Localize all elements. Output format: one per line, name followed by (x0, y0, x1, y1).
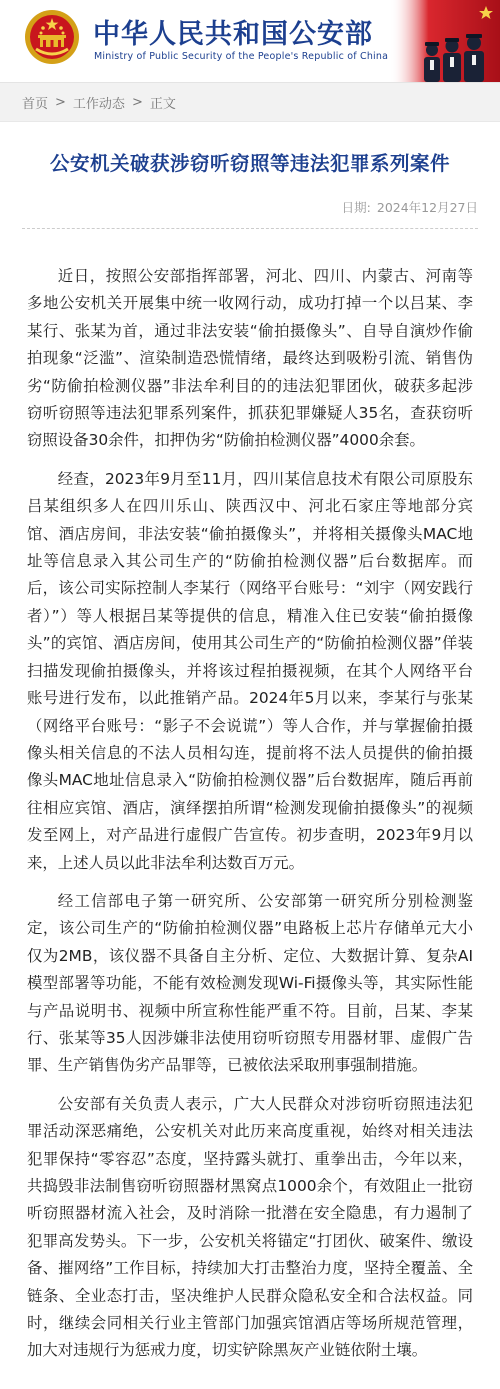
police-officers-icon (390, 0, 500, 82)
article-title: 公安机关破获涉窃听窃照等违法犯罪系列案件 (49, 152, 450, 175)
article-date: 2024年12月27日 (376, 200, 478, 215)
article-paragraph: 经工信部电子第一研究所、公安部第一研究所分别检测鉴定，该公司生产的“防偷拍检测仪器”电路板上芯片存储单元大小仅为2MB，该仪器不具备自主分析、定位、大数据计算、复杂AI模型部署等功能，不能有效检测发现Wi-Fi摄像头等，其实际性能与产品说明书、视频中所宣称性能严重不符。目前，吕某、李某行、张某等35人因涉嫌非法使用窃听窃照专用器材罪、虚假广告罪、生产销售伪劣产品罪等，已被依法采取刑事强制措施。 (27, 891, 473, 1075)
ministry-name-en: Ministry of Public Security of the People's Republic of China (94, 51, 389, 62)
article-paragraph: 经查，2023年9月至11月，四川某信息技术有限公司原股东吕某组织多人在四川乐山、陕西汉中、河北石家庄等地部分宾馆、酒店房间，非法安装“偷拍摄像头”，并将相关摄像头MAC地址等信息录入其公司生产的“防偷拍检测仪器”后台数据库。而后，该公司实际控制人李某行（网络平台账号：“刘宇（网安践行者）”）等人根据吕某等提供的信息，精准入住已安装“偷拍摄像头”的宾馆、酒店房间，使用其公司生产的“防偷拍检测仪器”佯装扫描发现偷拍摄像头，并将该过程拍摄视频，在其个人网络平台账号进行发布，以此推销产品。2024年5月以来，李某行与张某（网络平台账号：“影子不会说谎”）等人合作，并与掌握偷拍摄像头相关信息的不法人员相勾连，提前将不法人员提供的偷拍摄像头MAC地址信息录入“防偷拍检测仪器”后台数据库，随后再前往相应宾馆、酒店，演绎摆拍所谓“检测发现偷拍摄像头”的视频发至网上，对产品进行虚假广告宣传。初步查明，2023年9月以来，上述人员以此非法牟利达数百万元。 (27, 469, 473, 872)
date-label: 日期: (341, 200, 371, 215)
article-paragraph: 公安部有关负责人表示，广大人民群众对涉窃听窃照违法犯罪活动深恶痛绝，公安机关对此历来高度重视，始终对相关违法犯罪保持“零容忍”态度，坚持露头就打、重拳出击，今年以来，共捣毁非法制售窃听窃照器材黑窝点1000余个，有效阻止一批窃听窃照器材流入社会，及时消除一批潜在安全隐患，有力遏制了犯罪高发势头。下一步，公安机关将锚定“打团伙、破案件、缴设备、摧网络”工作目标，持续加大打击整治力度，坚持全覆盖、全链条、全业态打击，坚决维护人民群众隐私安全和合法权益。同时，继续会同相关行业主管部门加强宾馆酒店等场所规范管理，加大对违规行为惩戒力度，切实铲除黑灰产业链依附土壤。 (27, 1094, 473, 1360)
breadcrumb-work-news-link[interactable]: 工作动态 (72, 96, 125, 112)
national-emblem-icon (24, 9, 80, 65)
breadcrumb-separator: > (55, 94, 66, 110)
article-paragraph: 近日，按照公安部指挥部署，河北、四川、内蒙古、河南等多地公安机关开展集中统一收网行动，成功打掉一个以吕某、李某行、张某为首，通过非法安装“偷拍摄像头”、自导自演炒作偷拍现象“泛滥”、渲染制造恐慌情绪，最终达到吸粉引流、销售伪劣“防偷拍检测仪器”非法牟利目的的违法犯罪团伙，破获多起涉窃听窃照等违法犯罪系列案件，抓获犯罪嫌疑人35名，查获窃听窃照设备30余件，扣押伪劣“防偷拍检测仪器”4000余套。 (27, 267, 473, 450)
article-date-row (22, 198, 478, 229)
article-body (0, 229, 500, 1365)
breadcrumb-current: 正文 (149, 96, 176, 112)
site-header (0, 0, 500, 83)
ministry-name-cn: 中华人民共和国公安部 (93, 19, 373, 50)
breadcrumb-home-link[interactable]: 首页 (22, 96, 49, 112)
breadcrumb (0, 83, 500, 122)
breadcrumb-separator: > (131, 94, 143, 110)
